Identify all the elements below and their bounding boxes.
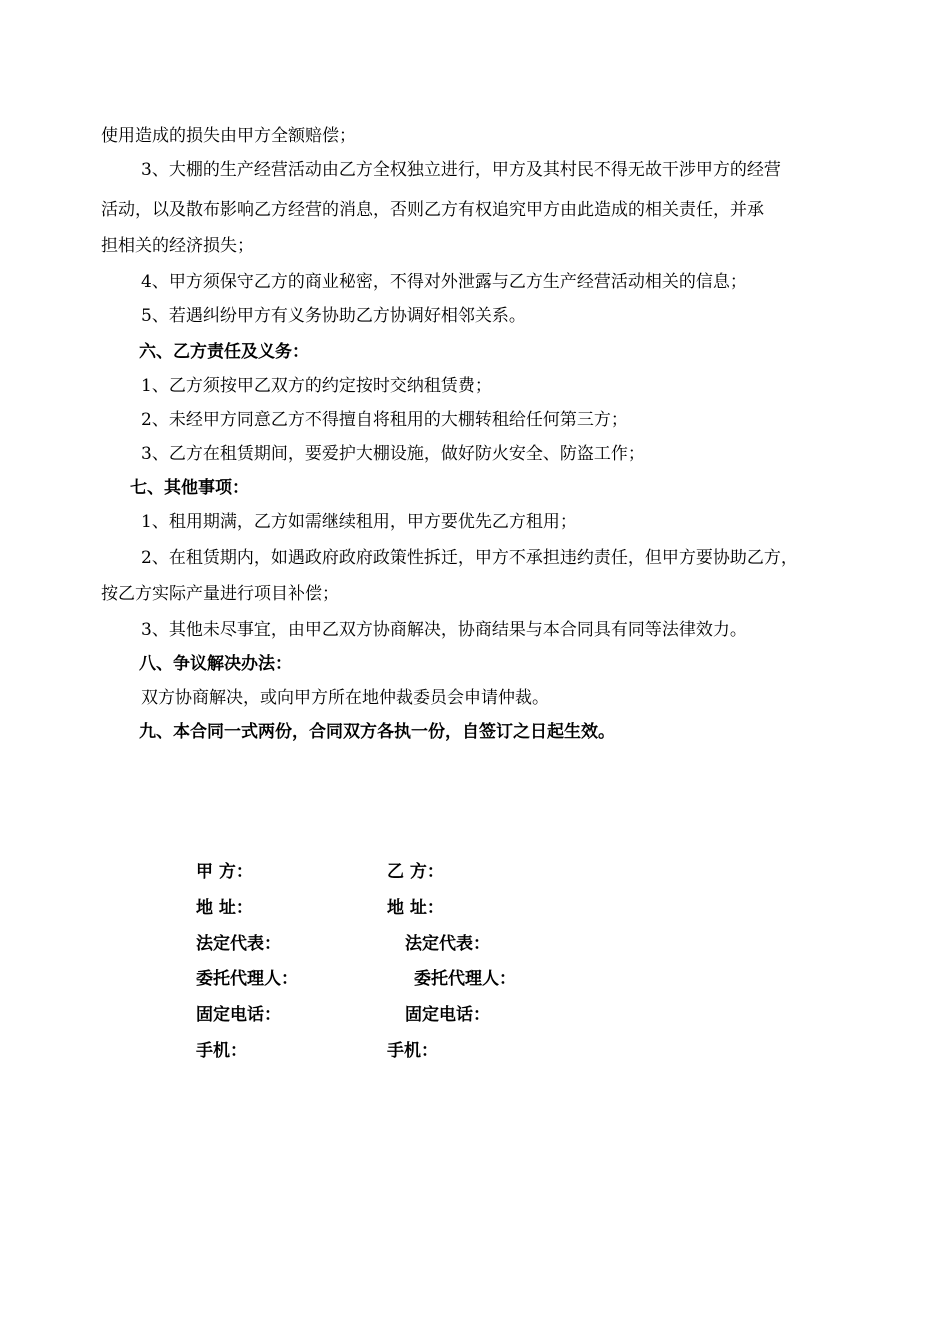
section-heading-7: 七、其他事项： (130, 478, 249, 498)
address-a-label: 地 址： (196, 898, 253, 918)
clause-6-1: 1、乙方须按甲乙双方的约定按时交纳租赁费； (141, 376, 492, 396)
section-heading-9: 九、本合同一式两份，合同双方各执一份，自签订之日起生效。 (139, 722, 615, 742)
section-heading-8: 八、争议解决办法： (139, 654, 292, 674)
clause-7-2: 2、在租赁期内，如遇政府政府政策性拆迁，甲方不承担违约责任，但甲方要协助乙方， (141, 548, 798, 568)
phone-a-label: 固定电话： (196, 1005, 281, 1025)
clause-6-3: 3、乙方在租赁期间，要爱护大棚设施，做好防火安全、防盗工作； (141, 444, 645, 464)
mobile-b-label: 手机： (387, 1041, 438, 1061)
mobile-a-label: 手机： (196, 1041, 247, 1061)
agent-b-label: 委托代理人： (414, 969, 516, 989)
legal-rep-b-label: 法定代表： (405, 934, 490, 954)
section-heading-6: 六、乙方责任及义务： (139, 342, 309, 362)
legal-rep-a-label: 法定代表： (196, 934, 281, 954)
party-a-label: 甲 方： (196, 862, 253, 882)
clause-7-3: 3、其他未尽事宜，由甲乙双方协商解决，协商结果与本合同具有同等法律效力。 (141, 620, 747, 640)
agent-a-label: 委托代理人： (196, 969, 298, 989)
clause-8: 双方协商解决，或向甲方所在地仲裁委员会申请仲裁。 (141, 688, 549, 708)
party-b-label: 乙 方： (387, 862, 444, 882)
clause-5-3: 3、大棚的生产经营活动由乙方全权独立进行，甲方及其村民不得无故干涉甲方的经营 (141, 160, 781, 180)
clause-6-2: 2、未经甲方同意乙方不得擅自将租用的大棚转租给任何第三方； (141, 410, 628, 430)
clause-7-1: 1、租用期满，乙方如需继续租用，甲方要优先乙方租用； (141, 512, 577, 532)
paragraph-line: 担相关的经济损失； (101, 236, 254, 256)
phone-b-label: 固定电话： (405, 1005, 490, 1025)
clause-5-4: 4、甲方须保守乙方的商业秘密，不得对外泄露与乙方生产经营活动相关的信息； (141, 272, 747, 292)
clause-5-5: 5、若遇纠纷甲方有义务协助乙方协调好相邻关系。 (141, 306, 526, 326)
paragraph-line: 使用造成的损失由甲方全额赔偿； (101, 126, 356, 146)
paragraph-line: 按乙方实际产量进行项目补偿； (101, 584, 339, 604)
paragraph-line: 活动，以及散布影响乙方经营的消息，否则乙方有权追究甲方由此造成的相关责任，并承 (101, 200, 764, 220)
address-b-label: 地 址： (387, 898, 444, 918)
